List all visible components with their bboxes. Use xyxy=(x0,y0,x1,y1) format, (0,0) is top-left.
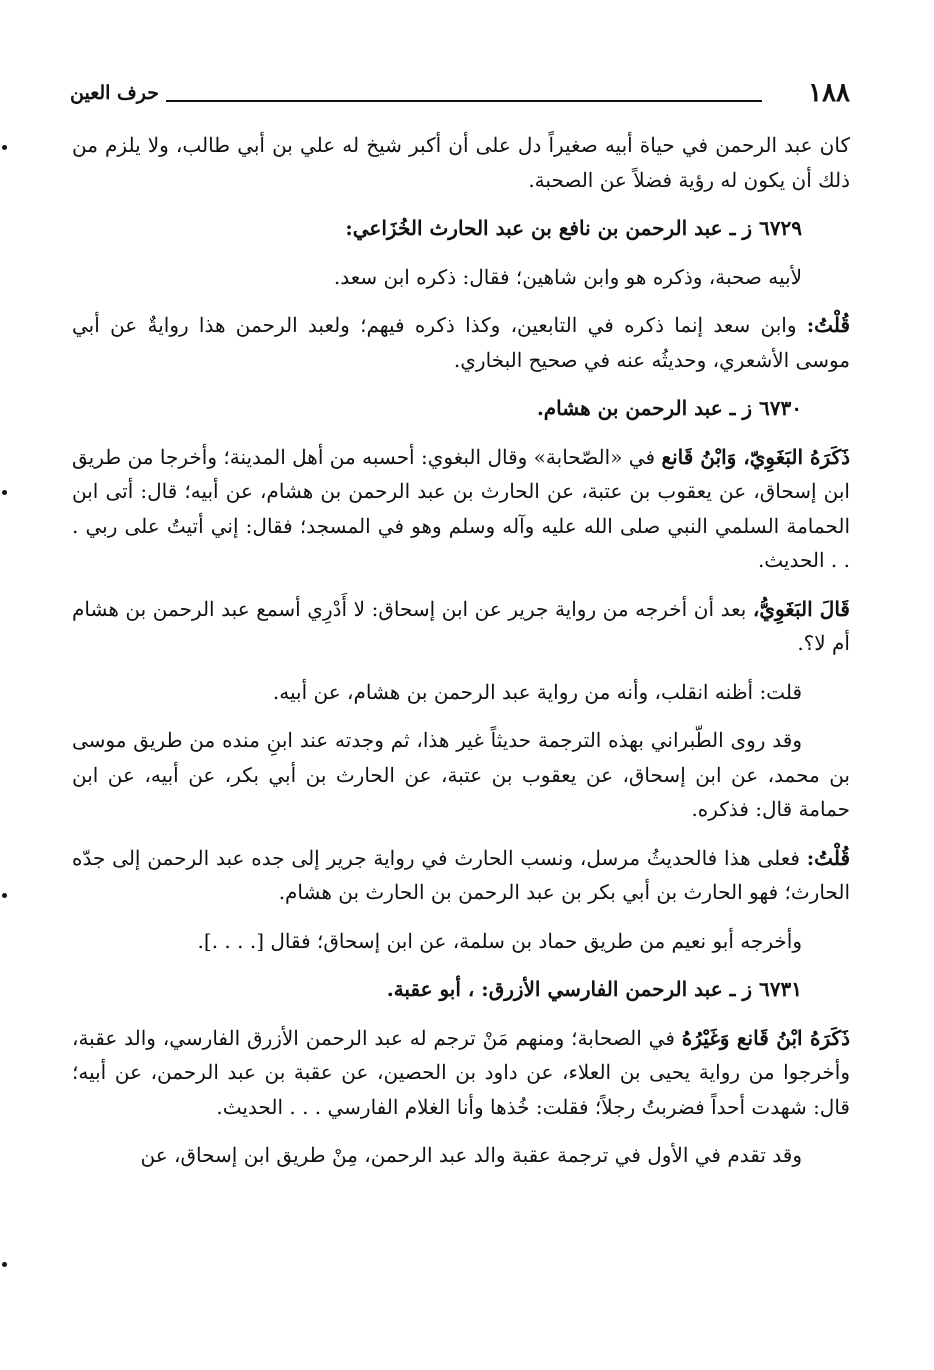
paragraph xyxy=(72,308,850,377)
chapter-title: حرف العين xyxy=(70,82,159,104)
paragraph-lead: ذَكَرَهُ ابْنُ قَانع وَغَيْرُهُ xyxy=(681,1025,850,1050)
page-header xyxy=(70,78,850,114)
paragraph xyxy=(72,1021,850,1125)
paragraph-lead: قَالَ البَغَوِيُّ، xyxy=(752,596,850,621)
margin-dot xyxy=(2,145,7,150)
paragraph xyxy=(72,592,850,661)
paragraph-text: وقد تقدم في الأول في ترجمة عقبة والد عبد الرحمن، مِنْ طريق ابن إسحاق، عن xyxy=(140,1143,802,1167)
paragraph xyxy=(72,128,850,197)
paragraph xyxy=(72,924,850,959)
paragraph-text: ٦٧٣٠ ز ـ عبد الرحمن بن هشام. xyxy=(536,396,802,420)
paragraph xyxy=(72,1138,850,1173)
paragraph-text: في «الصّحابة» وقال البغوي: أحسبه من أهل المدينة؛ وأخرجا من طريق ابن إسحاق، عن يعقوب بن عتبة، عن الحارث بن عبد الرحمن بن هشام، عن أبيه؛ قال: أتى ابن الحمامة السلمي النبي صلى الله عليه وآله وسلم وهو في المسجد؛ فقال: إني أتيتُ على ربي . . . الحديث. xyxy=(72,444,850,572)
paragraph xyxy=(72,260,850,295)
paragraph-lead: قُلْتُ: xyxy=(806,313,850,337)
page-number: ١٨٨ xyxy=(808,78,850,108)
header-rule xyxy=(166,100,762,102)
entry-heading xyxy=(72,391,850,426)
paragraph xyxy=(72,841,850,910)
entry-heading xyxy=(72,972,850,1007)
paragraph xyxy=(72,440,850,578)
paragraph-lead: ذَكَرَهُ البَغَوِيّ، وَابْنُ قَانع xyxy=(661,444,850,469)
page-body xyxy=(72,128,850,1187)
margin-dot xyxy=(2,893,7,898)
paragraph-text: وابن سعد إنما ذكره في التابعين، وكذا ذكره فيهم؛ ولعبد الرحمن هذا روايةٌ عن أبي موسى الأشعري، وحديثُه عنه في صحيح البخاري. xyxy=(72,313,850,372)
margin-dot xyxy=(2,1262,7,1267)
paragraph xyxy=(72,675,850,710)
paragraph-text: فعلى هذا فالحديثُ مرسل، ونسب الحارث في رواية جرير إلى جده عبد الرحمن إلى جدّه الحارث؛ فهو الحارث بن أبي بكر بن عبد الرحمن بن الحارث بن هشام. xyxy=(72,845,850,904)
paragraph-text: وأخرجه أبو نعيم من طريق حماد بن سلمة، عن ابن إسحاق؛ فقال [. . . .]. xyxy=(197,928,802,953)
paragraph-text: قلت: أظنه انقلب، وأنه من رواية عبد الرحمن بن هشام، عن أبيه. xyxy=(272,679,802,704)
paragraph-text: وقد روى الطّبراني بهذه الترجمة حديثاً غير هذا، ثم وجدته عند ابنِ منده من طريق موسى بن محمد، عن ابن إسحاق، عن يعقوب بن عتبة، عن الحارث بن أبي بكر، عن أبيه، عن ابن حمامة قال: فذكره. xyxy=(72,728,850,821)
paragraph-text: كان عبد الرحمن في حياة أبيه صغيراً دل على أن أكبر شيخ له علي بن أبي طالب، ولا يلزم من ذلك أن يكون له رؤية فضلاً عن الصحبة. xyxy=(72,133,850,192)
paragraph-text: ٦٧٢٩ ز ـ عبد الرحمن بن نافع بن عبد الحارث الخُزَاعي: xyxy=(345,216,802,240)
margin-dot xyxy=(2,490,7,495)
entry-heading xyxy=(72,211,850,246)
paragraph xyxy=(72,723,850,827)
paragraph-lead: قُلْتُ: xyxy=(806,845,850,870)
paragraph-text: لأبيه صحبة، وذكره هو وابن شاهين؛ فقال: ذكره ابن سعد. xyxy=(333,264,802,289)
paragraph-text: في الصحابة؛ ومنهم مَنْ ترجم له عبد الرحمن الأزرق الفارسي، والد عقبة، وأخرجوا من رواية يحيى بن العلاء، عن داود بن الحصين، عن عقبة بن عبد الرحمن، عن أبيه؛ قال: شهدت أحداً فضربتُ رجلاً؛ فقلت: خُذها وأنا الغلام الفارسي . . . الحديث. xyxy=(72,1025,850,1119)
paragraph-text: ٦٧٣١ ز ـ عبد الرحمن الفارسي الأزرق: ، أبو عقبة. xyxy=(386,977,802,1001)
paragraph-text: بعد أن أخرجه من رواية جرير عن ابن إسحاق: لا أَدْرِي أسمع عبد الرحمن بن هشام أم لا؟. xyxy=(72,596,850,655)
